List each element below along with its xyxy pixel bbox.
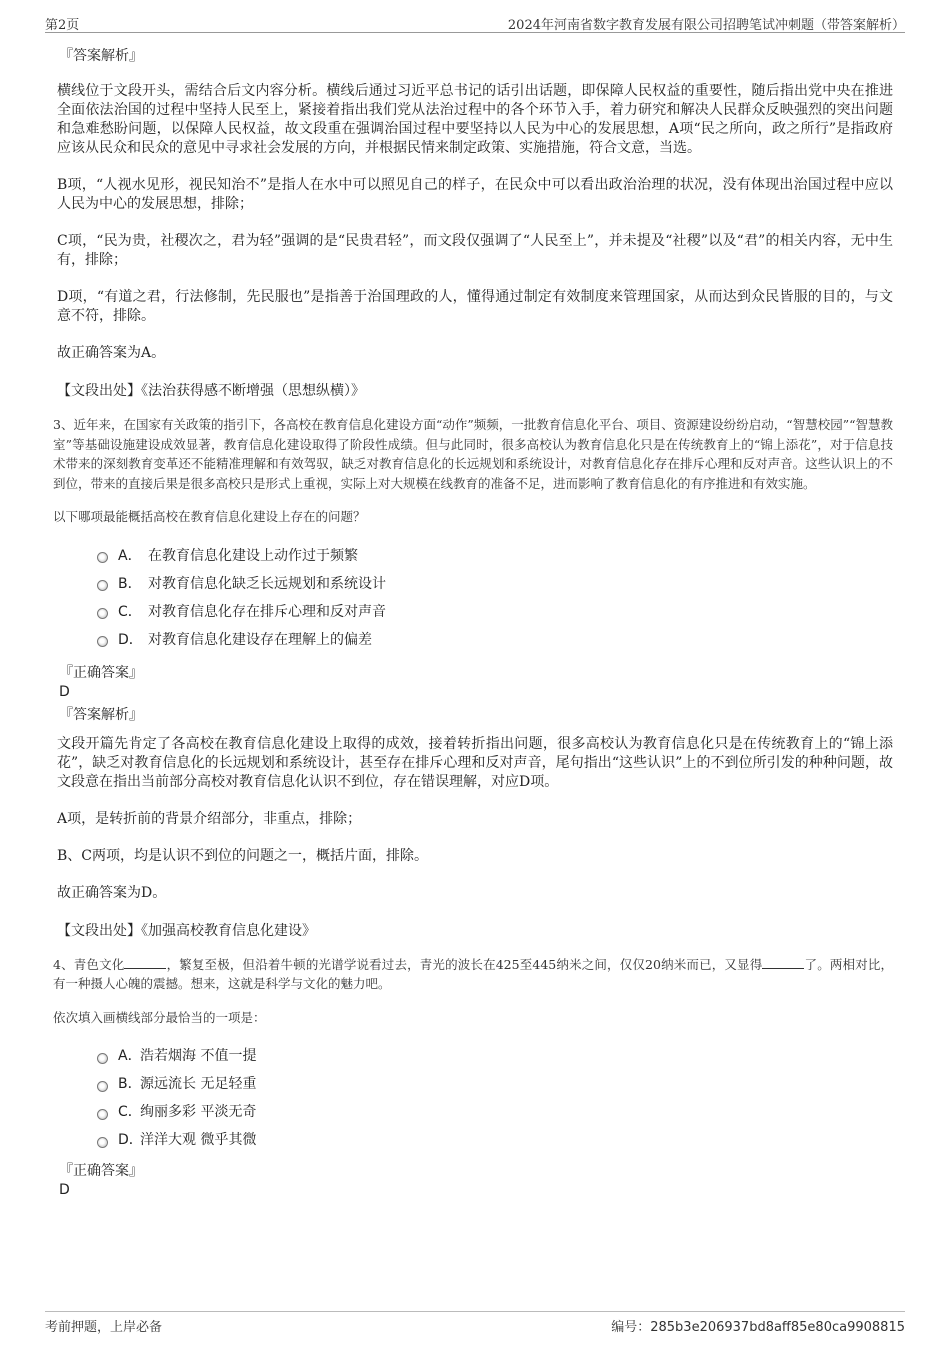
document-code: 编号：285b3e206937bd8aff85e80ca9908815 <box>611 1320 905 1335</box>
fill-blank <box>124 956 166 969</box>
page-footer <box>45 1311 905 1338</box>
option-d[interactable]: D． 洋洋大观 微乎其微 <box>97 1125 893 1153</box>
option-c[interactable]: C． 绚丽多彩 平淡无奇 <box>97 1097 893 1125</box>
radio-icon[interactable] <box>97 608 108 619</box>
analysis-paragraph: A项，是转折前的背景介绍部分，非重点，排除； <box>57 810 362 827</box>
page-number: 第2页 <box>45 18 80 33</box>
option-c[interactable]: C． 对教育信息化存在排斥心理和反对声音 <box>97 597 893 625</box>
option-d[interactable]: D． 对教育信息化建设存在理解上的偏差 <box>97 625 893 653</box>
passage-source: 【文段出处】《法治获得感不断增强（思想纵横）》 <box>57 383 365 399</box>
option-list <box>97 1041 893 1153</box>
question-4 <box>53 955 894 1200</box>
page-content <box>53 46 894 1199</box>
correct-answer-label: 『正确答案』 <box>59 664 143 681</box>
analysis-conclusion: 故正确答案为A。 <box>57 345 166 361</box>
radio-icon[interactable] <box>97 1109 108 1120</box>
question-stem: 3、近年来，在国家有关政策的指引下，各高校在教育信息化建设方面“动作”频频，一批教育信息化平台、项目、资源建设纷纷启动，“智慧校园”“智慧教室”等基础设施建设成效显著，教育信息化建设取得了阶段性成绩。但与此同时，很多高校认为教育信息化只是在传统教育上的“锦上添花”，对于信息技术带来的深刻教育变革还不能精准理解和有效驾驭，缺乏对教育信息化的长远规划和系统设计，对教育信息化存在排斥心理和反对声音。这些认识上的不到位，带来的直接后果是很多高校只是形式上重视，实际上对大规模在线教育的准备不足，进而影响了教育信息化的有序推进和有效实施。 <box>53 417 893 491</box>
radio-icon[interactable] <box>97 552 108 563</box>
radio-icon[interactable] <box>97 1053 108 1064</box>
radio-icon[interactable] <box>97 1081 108 1092</box>
option-list <box>97 541 893 653</box>
analysis-label: 『答案解析』 <box>59 48 143 64</box>
radio-icon[interactable] <box>97 580 108 591</box>
option-a[interactable]: A． 浩若烟海 不值一提 <box>97 1041 893 1069</box>
document-title: 2024年河南省数字教育发展有限公司招聘笔试冲刺题（带答案解析） <box>507 18 905 33</box>
analysis-paragraph: B项，“人视水见形，视民知治不”是指人在水中可以照见自己的样子，在民众中可以看出政治治理的状况，没有体现出治国过程中应以人民为中心的发展思想，排除； <box>57 177 893 212</box>
option-b[interactable]: B． 对教育信息化缺乏长远规划和系统设计 <box>97 569 893 597</box>
question-3 <box>53 415 893 941</box>
question-prompt: 以下哪项最能概括高校在教育信息化建设上存在的问题？ <box>53 509 366 524</box>
question-stem: 4、青色文化 ，繁复至极，但沿着牛顿的光谱学说看过去，青光的波长在425至445纳米之间，仅仅20纳米而已，又显得 了。两相对比，有一种摄人心魄的震撼。想来，这就是科学与文化的魅力吧。 <box>53 956 894 991</box>
analysis-paragraph: D项，“有道之君，行法修制，先民服也”是指善于治国理政的人，懂得通过制定有效制度来管理国家，从而达到众民皆服的目的，与文意不符，排除。 <box>57 289 893 324</box>
radio-icon[interactable] <box>97 636 108 647</box>
correct-answer: D <box>59 683 70 700</box>
q2-analysis <box>57 46 893 401</box>
analysis-paragraph: 横线位于文段开头，需结合后文内容分析。横线后通过习近平总书记的话引出话题，即保障人民权益的重要性，随后指出党中央在推进全面依法治国的过程中坚持人民至上，紧接着指出我们党从法治过程中的各个环节入手，着力研究和解决人民群众反映强烈的突出问题和急难愁盼问题，以保障人民权益，故文段重在强调治国过程中要坚持以人民为中心的发展思想，A项“民之所向，政之所行”是指政府应该从民众和民众的意见中寻求社会发展的方向，并根据民情来制定政策、实施措施，符合文意，当选。 <box>57 83 893 156</box>
analysis-label: 『答案解析』 <box>59 706 143 723</box>
correct-answer: D <box>59 1182 70 1198</box>
radio-icon[interactable] <box>97 1137 108 1148</box>
option-b[interactable]: B． 源远流长 无足轻重 <box>97 1069 893 1097</box>
analysis-paragraph: B、C两项，均是认识不到位的问题之一，概括片面，排除。 <box>57 847 428 864</box>
analysis-paragraph: 文段开篇先肯定了各高校在教育信息化建设上取得的成效，接着转折指出问题，很多高校认为教育信息化只是在传统教育上的“锦上添花”，缺乏对教育信息化的长远规划和系统设计，甚至存在排斥心理和反对声音，尾句指出“这些认识”上的不到位所引发的种种问题，故文段意在指出当前部分高校对教育信息化认识不到位，存在错误理解，对应D项。 <box>57 735 893 790</box>
analysis-paragraph: C项，“民为贵，社稷次之，君为轻”强调的是“民贵君轻”，而文段仅强调了“人民至上”，并未提及“社稷”以及“君”的相关内容，无中生有，排除； <box>57 233 893 268</box>
footer-slogan: 考前押题，上岸必备 <box>45 1320 163 1335</box>
correct-answer-label: 『正确答案』 <box>59 1163 143 1179</box>
fill-blank <box>762 956 804 969</box>
option-a[interactable]: A． 在教育信息化建设上动作过于频繁 <box>97 541 893 569</box>
analysis-conclusion: 故正确答案为D。 <box>57 884 167 901</box>
passage-source: 【文段出处】《加强高校教育信息化建设》 <box>57 922 316 939</box>
question-prompt: 依次填入画横线部分最恰当的一项是： <box>53 1009 266 1025</box>
page-header <box>45 12 905 33</box>
